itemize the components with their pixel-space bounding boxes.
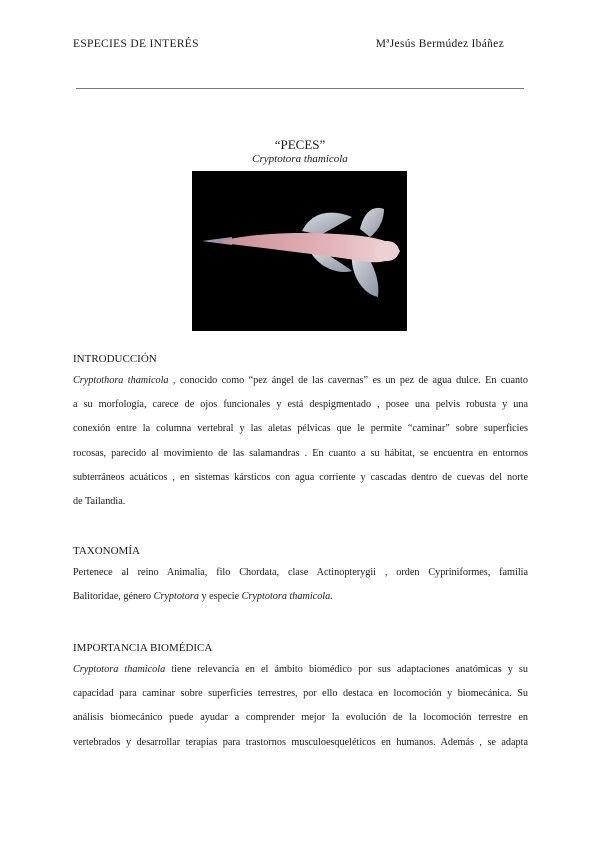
biomedical-line-2: capacidad para caminar sobre superficies terrestres, por ello destaca en locomoción y biomecánica. Su [73,688,528,700]
biomedical-heading: IMPORTANCIA BIOMÉDICA [73,642,213,654]
intro-line-2: a su morfología, carece de ojos funcionales y está despigmentado , posee una pelvis robusta y una [73,399,528,411]
taxonomy-species: Cryptotora thamicola. [241,591,333,603]
biomedical-section [73,640,528,755]
intro-species: Cryptothora thamicola , [73,375,176,386]
intro-line-1: conocido como “pez ángel de las cavernas” es un pez de agua dulce. En cuanto [175,375,528,386]
intro-paragraph [73,369,528,514]
intro-line-4: rocosas, parecido al movimiento de las salamandras . En cuanto a su hábitat, se encuentra en entornos [73,447,528,459]
taxonomy-line-1: Pertenece al reino Animalia, filo Chordata, clase Actinopterygii , orden Cypriniformes, familia [73,567,528,578]
taxonomy-heading: TAXONOMÍA [73,545,140,557]
intro-line-6: de Tailandia. [73,496,126,508]
biomedical-species: Cryptotora thamicola [73,664,166,675]
header-author: MªJesús Bermúdez Ibáñez [375,38,504,50]
header-title: ESPECIES DE INTERÉS [73,38,199,50]
fish-photo [192,171,407,331]
page-subtitle: Cryptotora thamicola [252,153,348,165]
taxonomy-line-2-pre: Balitoridae, género [73,591,154,603]
taxonomy-section [73,543,528,609]
intro-heading: INTRODUCCIÓN [73,353,157,365]
intro-line-5: subterráneos acuáticos , en sistemas kársticos con agua corriente y cascadas dentro de cuevas del norte [73,471,528,483]
biomedical-line-4: vertebrados y desarrollar terapias para trastornos musculoesqueléticos en humanos. Además , se adapta [73,736,528,748]
page-title: “PECES” [274,137,326,152]
taxonomy-line-2-mid: y especie [198,591,242,603]
biomedical-line-3: análisis biomecánico puede ayudar a comprender mejor la evolución de la locomoción terrestre en [73,712,528,724]
biomedical-paragraph [73,658,528,755]
taxonomy-genus: Cryptotora [153,591,199,603]
fish-icon [192,171,407,331]
intro-section [73,351,528,514]
biomedical-line-1: tiene relevancia en el ámbito biomédico por sus adaptaciones anatómicas y su [165,664,528,675]
header-divider [76,88,524,89]
intro-line-3: conexión entre la columna vertebral y las aletas pélvicas que le permite “caminar” sobre superficies [73,423,528,435]
taxonomy-paragraph [73,561,528,609]
